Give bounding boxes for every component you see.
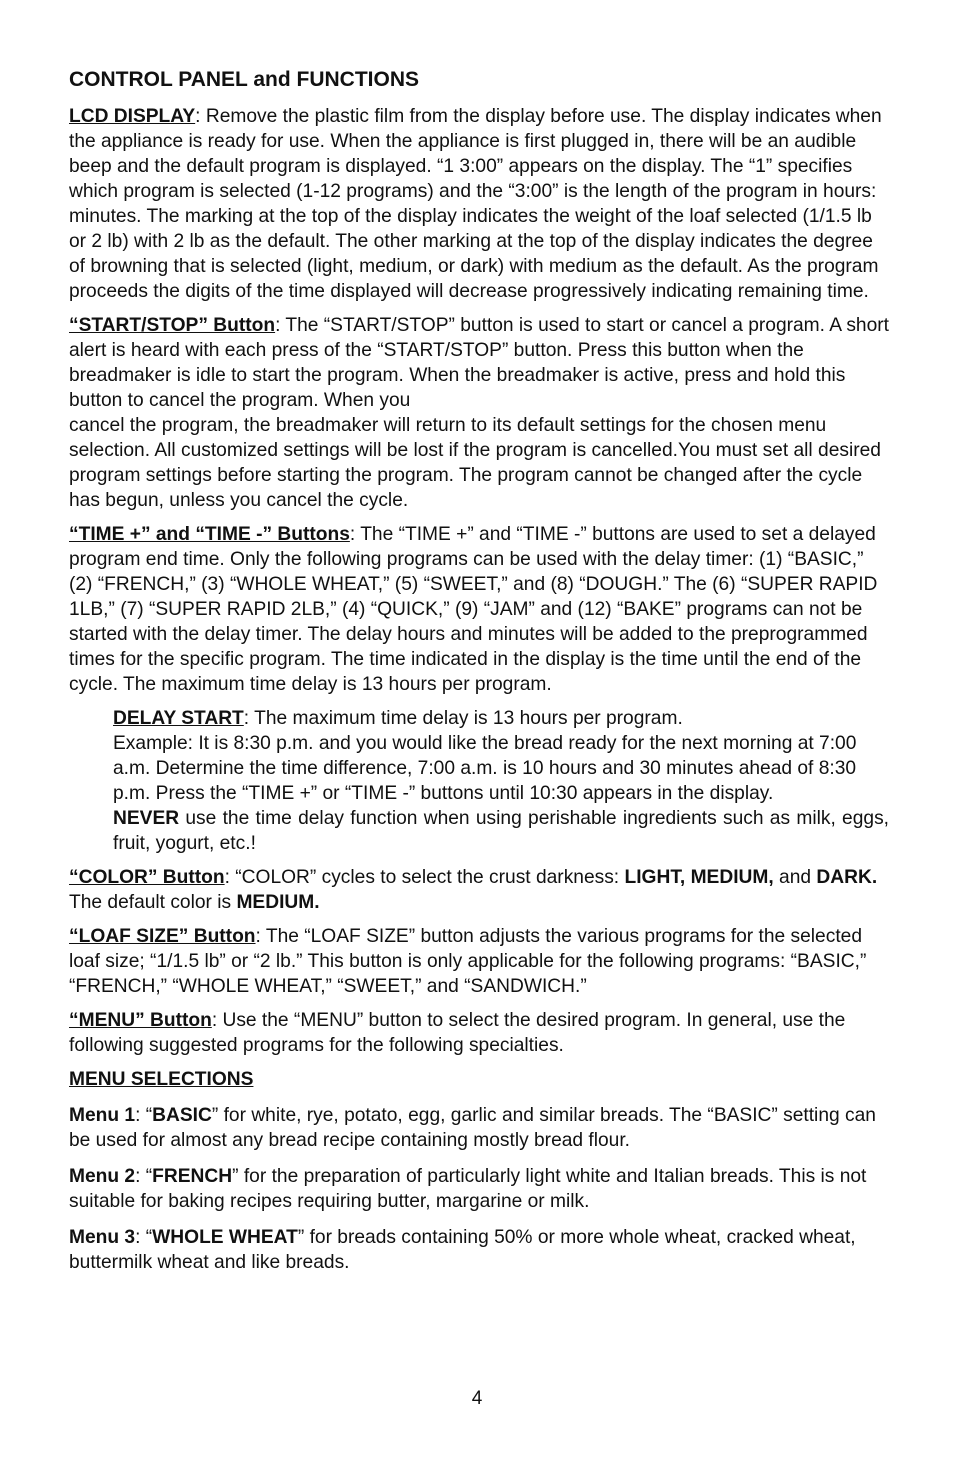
menu-item	[69, 1164, 889, 1214]
menu-item-name: BASIC	[152, 1105, 212, 1126]
time-buttons-label: “TIME +” and “TIME -” Buttons	[69, 524, 350, 545]
menu-item-label: Menu 2	[69, 1166, 136, 1187]
color-default: MEDIUM.	[236, 892, 320, 913]
color-text-1: : “COLOR” cycles to select the crust darkness:	[224, 867, 625, 888]
menu-selections-heading: MENU SELECTIONS	[69, 1069, 254, 1090]
lcd-display-label: LCD DISPLAY	[69, 106, 196, 127]
start-stop-text-2: cancel the program, the breadmaker will return to its default settings for the chosen menu selection. All customized settings will be lost if the program is cancelled.You must set all desired program settings before starting the program. The program cannot be changed after the cycle has begun, unless you cancel the cycle.	[69, 415, 881, 511]
color-section	[69, 865, 889, 915]
color-text-3: The default color is	[69, 892, 237, 913]
start-stop-section	[69, 313, 889, 513]
menu-item-sep: : “	[135, 1166, 153, 1187]
menu-item-sep: : “	[135, 1227, 153, 1248]
delay-start-example: Example: It is 8:30 p.m. and you would like the bread ready for the next morning at 7:00 a.m. Determine the time difference, 7:00 a.m. is 10 hours and 30 minutes ahead of 8:30 p.m. Press the “TIME +” or “TIME -” buttons until 10:30 appears in the display.	[113, 733, 857, 804]
menu-item	[69, 1225, 889, 1275]
menu-item-name: FRENCH	[152, 1166, 233, 1187]
menu-item-name: WHOLE WHEAT	[152, 1227, 298, 1248]
color-options: LIGHT, MEDIUM,	[624, 867, 774, 888]
start-stop-text-1: : The “START/STOP” button is used to start or cancel a program. A short alert is heard with each press of the “START/STOP” button. Press this button when the breadmaker is idle to start the program. When the breadmaker is active, press and hold this button to cancel the program. When you	[69, 315, 889, 411]
menu-item-label: Menu 3	[69, 1227, 136, 1248]
delay-start-section	[113, 706, 889, 856]
loaf-size-label: “LOAF SIZE” Button	[69, 926, 256, 947]
menu-item	[69, 1103, 889, 1153]
time-buttons-text: : The “TIME +” and “TIME -” buttons are used to set a delayed program end time. Only the following programs can be used with the delay timer: (1) “BASIC,” (2) “FRENCH,” (3) “WHOLE WHEAT,” (5) “SWEET,” and (8) “DOUGH.” The (6) “SUPER RAPID 1LB,” (7) “SUPER RAPID 2LB,” (4) “QUICK,” (9) “JAM” and (12) “BAKE” programs can not be started with the delay timer. The delay hours and minutes will be added to the preprogrammed times for the specific program. The time indicated in the display is the time until the end of the cycle. The maximum time delay is 13 hours per program.	[69, 524, 878, 695]
color-label: “COLOR” Button	[69, 867, 225, 888]
delay-start-label: DELAY START	[113, 708, 244, 729]
menu-button-text: : Use the “MENU” button to select the desired program. In general, use the following suggested programs for the following specialties.	[69, 1010, 846, 1056]
lcd-display-section	[69, 104, 889, 304]
delay-start-text: : The maximum time delay is 13 hours per program.	[243, 708, 683, 729]
delay-start-line	[113, 706, 889, 731]
lcd-display-text: : Remove the plastic film from the display before use. The display indicates when the appliance is ready for use. When the appliance is first plugged in, there will be an audible beep and the default program is displayed. “1 3:00” appears on the display. The “1” specifies which program is selected (1-12 programs) and the “3:00” is the length of the program in hours: minutes. The marking at the top of the display indicates the weight of the loaf selected (1/1.5 lb or 2 lb) with 2 lb as the default. The other marking at the top of the display indicates the degree of browning that is selected (light, medium, or dark) with medium as the default. As the program proceeds the digits of the time displayed will decrease progressively indicating remaining time.	[69, 106, 882, 302]
menu-item-text: ” for the preparation of particularly light white and Italian breads. This is not suitable for baking recipes requiring butter, margarine or milk.	[69, 1166, 867, 1212]
menu-button-section	[69, 1008, 889, 1058]
loaf-size-text: : The “LOAF SIZE” button adjusts the various programs for the selected loaf size; “1/1.5 lb” or “2 lb.” This button is only applicable for the following programs: “BASIC,” “FRENCH,” “WHOLE WHEAT,” “SWEET,” and “SANDWICH.”	[69, 926, 867, 997]
never-text: use the time delay function when using perishable ingredients such as milk, eggs, fruit, yogurt, etc.!	[113, 808, 889, 854]
menu-item-sep: : “	[135, 1105, 153, 1126]
menu-button-label: “MENU” Button	[69, 1010, 212, 1031]
manual-page	[69, 66, 889, 1286]
page-title: CONTROL PANEL and FUNCTIONS	[69, 68, 420, 91]
color-text-2: and	[773, 867, 817, 888]
menu-item-label: Menu 1	[69, 1105, 136, 1126]
never-label: NEVER	[113, 808, 180, 829]
menu-item-text: ” for white, rye, potato, egg, garlic and similar breads. The “BASIC” setting can be used for almost any bread recipe containing mostly bread flour.	[69, 1105, 876, 1151]
loaf-size-section	[69, 924, 889, 999]
color-dark: DARK.	[816, 867, 878, 888]
time-buttons-section	[69, 522, 889, 697]
page-number: 4	[471, 1388, 483, 1409]
start-stop-label: “START/STOP” Button	[69, 315, 276, 336]
menu-item-text: ” for breads containing 50% or more whole wheat, cracked wheat, buttermilk wheat and like breads.	[69, 1227, 856, 1273]
delay-start-warning	[113, 806, 889, 856]
